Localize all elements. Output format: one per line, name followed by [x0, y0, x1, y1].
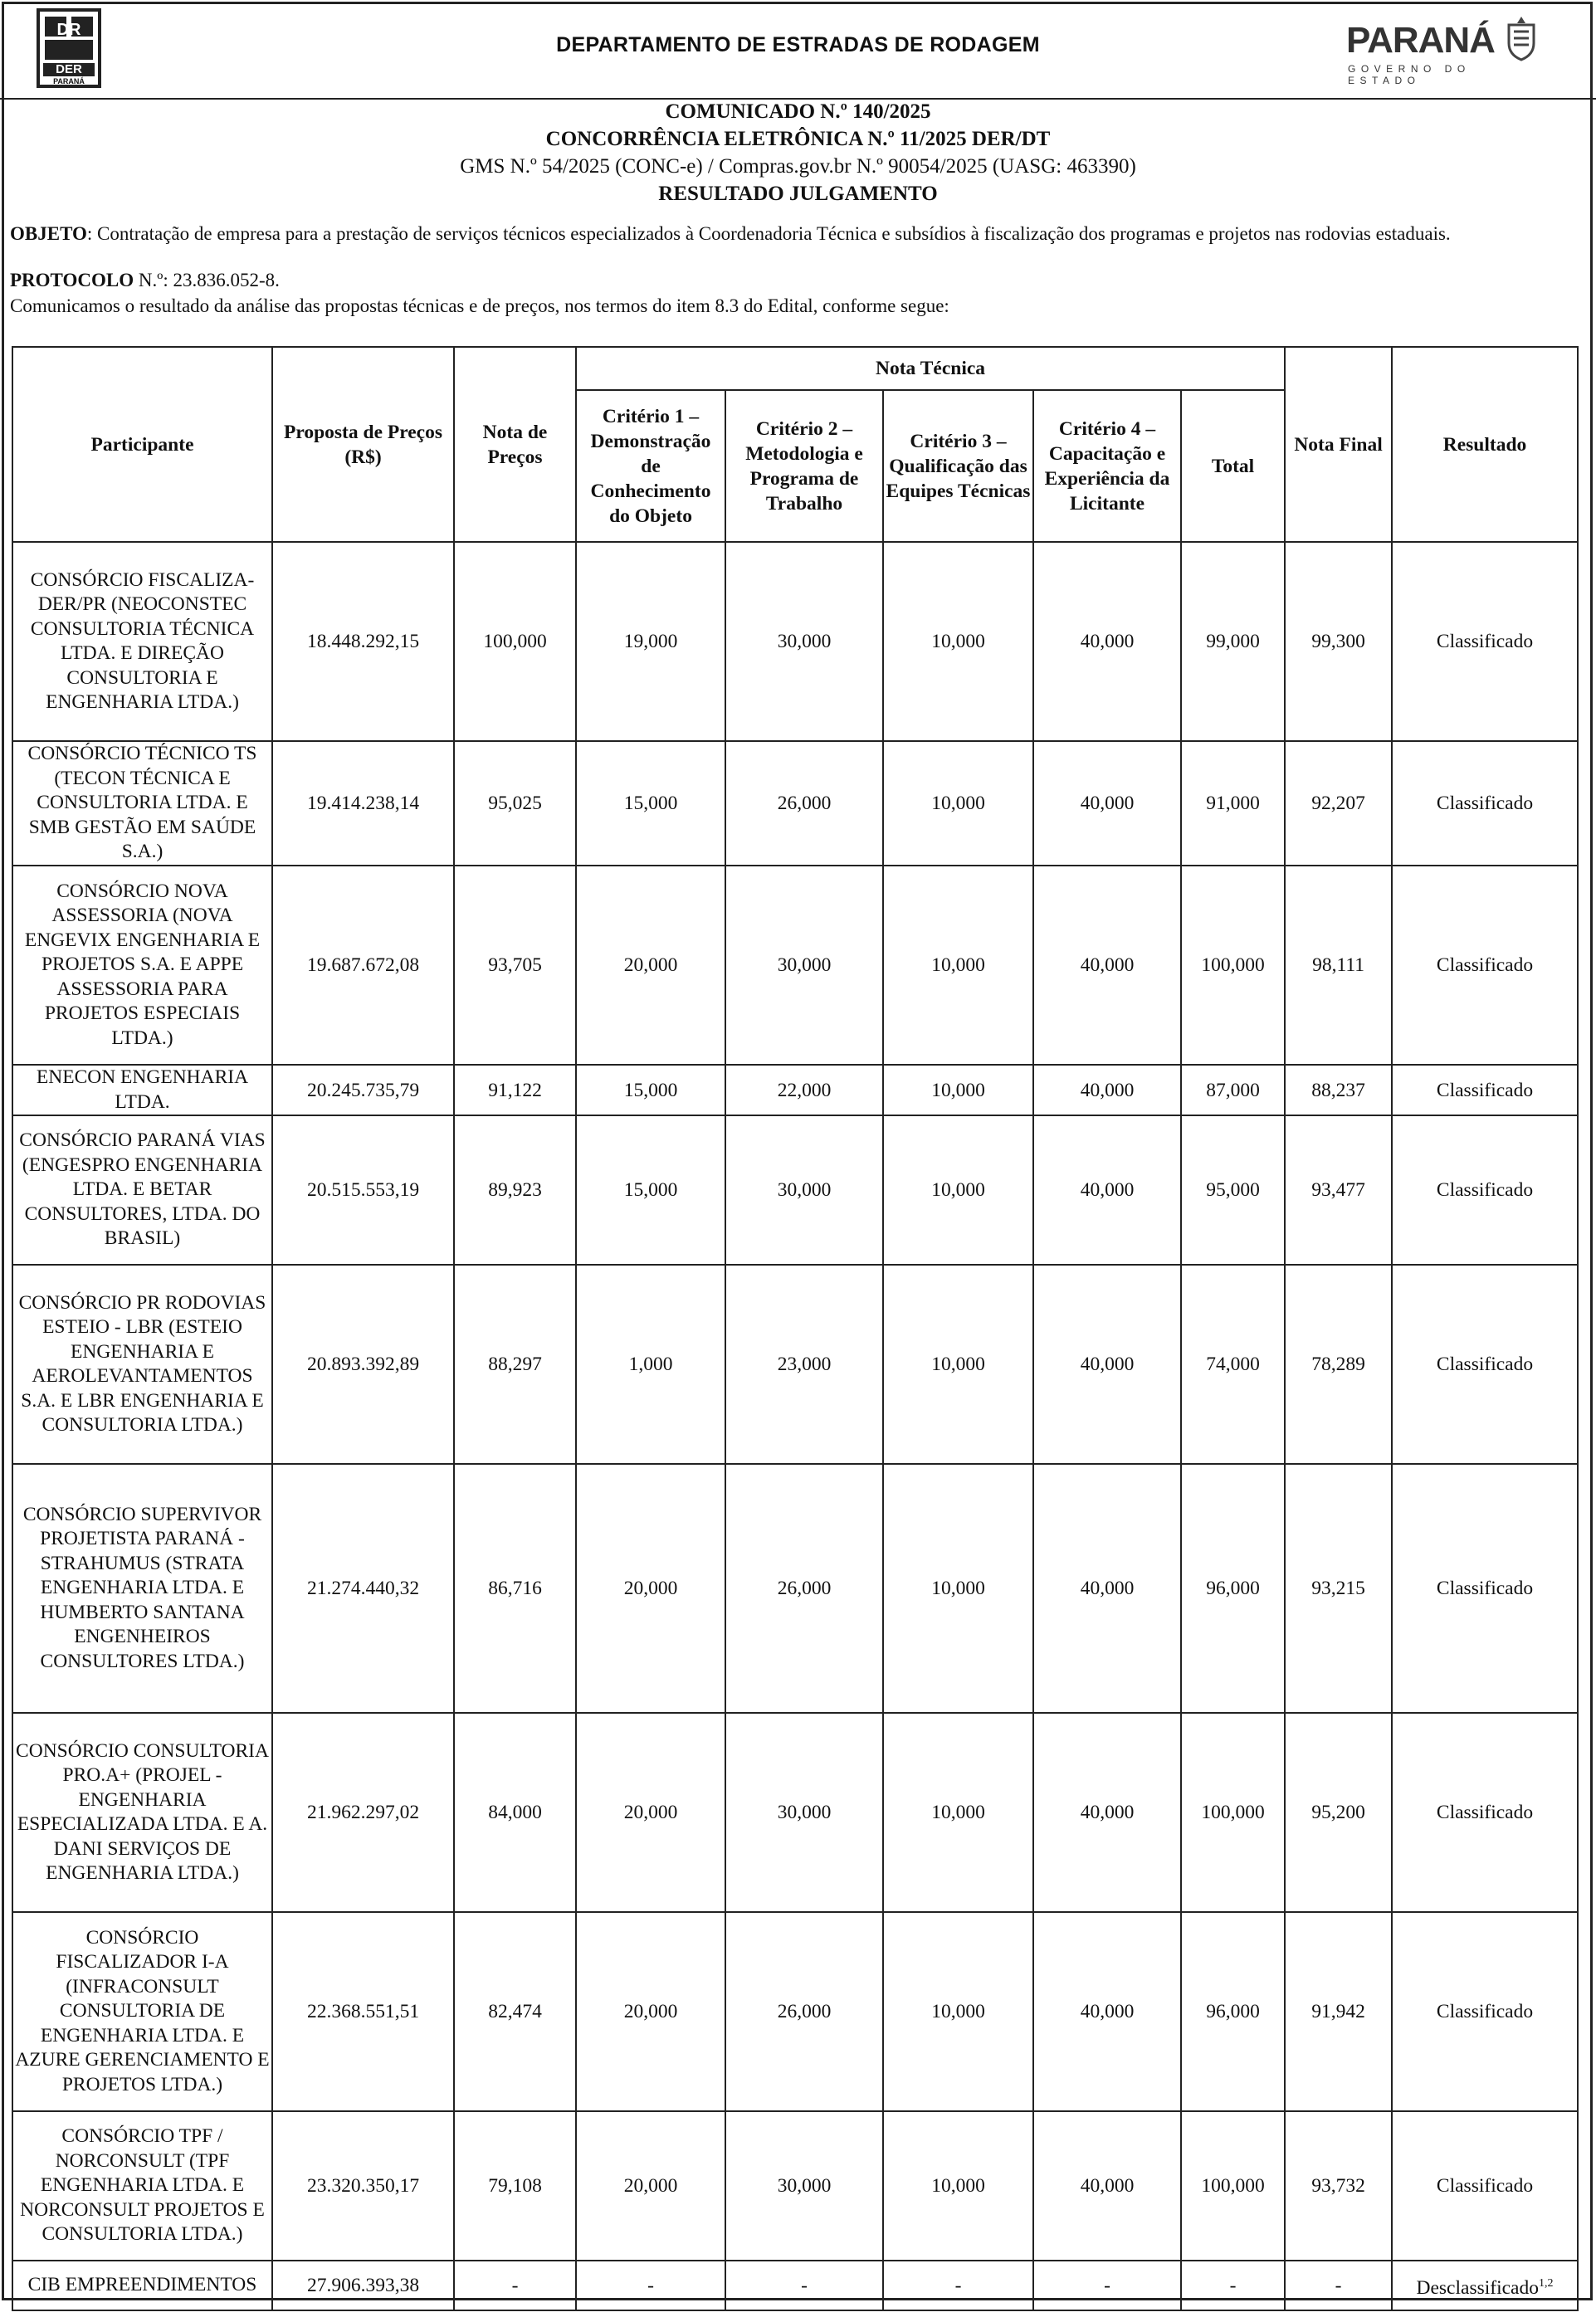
cell-c1: -: [576, 2261, 725, 2310]
cell-c4: 40,000: [1033, 1912, 1181, 2111]
table-row: [12, 1912, 1578, 2111]
cell-nota-final: 88,237: [1285, 1065, 1392, 1115]
cell-c4: 40,000: [1033, 1464, 1181, 1713]
cell-c4: 40,000: [1033, 741, 1181, 866]
cell-proposta: 27.906.393,38: [272, 2261, 454, 2310]
cell-nota-precos: 79,108: [454, 2111, 576, 2261]
cell-c2: 30,000: [725, 542, 883, 741]
cell-nota-final: 99,300: [1285, 542, 1392, 741]
cell-nota-precos: 100,000: [454, 542, 576, 741]
cell-c4: -: [1033, 2261, 1181, 2310]
table-row: [12, 2261, 1578, 2310]
cell-resultado: Classificado: [1392, 866, 1578, 1065]
cell-proposta: 19.687.672,08: [272, 866, 454, 1065]
cell-nota-precos: 91,122: [454, 1065, 576, 1115]
cell-c4: 40,000: [1033, 542, 1181, 741]
cell-c2: 22,000: [725, 1065, 883, 1115]
table-row: [12, 741, 1578, 866]
parana-logo-name: PARANÁ: [1346, 20, 1495, 61]
objeto-label: OBJETO: [10, 223, 87, 244]
concorrencia-title: CONCORRÊNCIA ELETRÔNICA N.º 11/2025 DER/DT: [545, 128, 1051, 150]
protocolo-text: N.º: 23.836.052-8.: [134, 270, 280, 290]
cell-nota-final: -: [1285, 2261, 1392, 2310]
cell-c1: 15,000: [576, 741, 725, 866]
cell-total: -: [1181, 2261, 1285, 2310]
cell-nota-precos: 95,025: [454, 741, 576, 866]
header-resultado: Resultado: [1392, 347, 1578, 542]
cell-proposta: 23.320.350,17: [272, 2111, 454, 2261]
table-row: [12, 1713, 1578, 1912]
table-row: [12, 1265, 1578, 1464]
cell-resultado: Classificado: [1392, 2111, 1578, 2261]
cell-participante: CONSÓRCIO FISCALIZADOR I-A (INFRACONSULT CONSULTORIA DE ENGENHARIA LTDA. E AZURE GERENCIAMENTO E PROJETOS LTDA.): [12, 1912, 272, 2111]
table-row: [12, 866, 1578, 1065]
cell-proposta: 20.245.735,79: [272, 1065, 454, 1115]
cell-c1: 20,000: [576, 1464, 725, 1713]
cell-resultado: Classificado: [1392, 1912, 1578, 2111]
cell-c2: 23,000: [725, 1265, 883, 1464]
cell-c3: -: [883, 2261, 1033, 2310]
cell-participante: CONSÓRCIO PR RODOVIAS ESTEIO - LBR (ESTEIO ENGENHARIA E AEROLEVANTAMENTOS S.A. E LBR ENGENHARIA E CONSULTORIA LTDA.): [12, 1265, 272, 1464]
cell-c1: 15,000: [576, 1115, 725, 1265]
cell-c2: 30,000: [725, 1713, 883, 1912]
table-row: [12, 542, 1578, 741]
cell-proposta: 21.274.440,32: [272, 1464, 454, 1713]
header-nota-precos: Nota de Preços: [454, 347, 576, 542]
cell-c3: 10,000: [883, 1713, 1033, 1912]
cell-proposta: 19.414.238,14: [272, 741, 454, 866]
notice-titles: [0, 98, 1596, 207]
results-table-body: [12, 542, 1578, 2310]
cell-c2: 26,000: [725, 1464, 883, 1713]
header-participante: Participante: [12, 347, 272, 542]
cell-nota-precos: -: [454, 2261, 576, 2310]
cell-c3: 10,000: [883, 866, 1033, 1065]
cell-total: 100,000: [1181, 1713, 1285, 1912]
cell-participante: CONSÓRCIO SUPERVIVOR PROJETISTA PARANÁ - STRAHUMUS (STRATA ENGENHARIA LTDA. E HUMBERTO SANTANA ENGENHEIROS CONSULTORES LTDA.): [12, 1464, 272, 1713]
cell-c3: 10,000: [883, 741, 1033, 866]
cell-total: 99,000: [1181, 542, 1285, 741]
cell-nota-precos: 89,923: [454, 1115, 576, 1265]
cell-proposta: 18.448.292,15: [272, 542, 454, 741]
resultado-title: RESULTADO JULGAMENTO: [658, 183, 938, 205]
cell-resultado: Classificado: [1392, 1464, 1578, 1713]
cell-proposta: 20.515.553,19: [272, 1115, 454, 1265]
parana-logo: [1346, 15, 1545, 86]
protocolo-line: [10, 269, 280, 292]
cell-total: 96,000: [1181, 1912, 1285, 2111]
cell-nota-precos: 84,000: [454, 1713, 576, 1912]
protocolo-label: PROTOCOLO: [10, 270, 134, 290]
cell-proposta: 22.368.551,51: [272, 1912, 454, 2111]
cell-nota-precos: 88,297: [454, 1265, 576, 1464]
cell-participante: CONSÓRCIO NOVA ASSESSORIA (NOVA ENGEVIX ENGENHARIA E PROJETOS S.A. E APPE ASSESSORIA PARA PROJETOS ESPECIAIS LTDA.): [12, 866, 272, 1065]
table-row: [12, 1115, 1578, 1265]
cell-participante: CONSÓRCIO PARANÁ VIAS (ENGESPRO ENGENHARIA LTDA. E BETAR CONSULTORES, LTDA. DO BRASIL): [12, 1115, 272, 1265]
cell-total: 74,000: [1181, 1265, 1285, 1464]
cell-nota-final: 95,200: [1285, 1713, 1392, 1912]
header-nota-final: Nota Final: [1285, 347, 1392, 542]
header-total: Total: [1181, 390, 1285, 542]
parana-logo-subtext: GOVERNO DO ESTADO: [1348, 63, 1471, 86]
cell-resultado: Classificado: [1392, 1713, 1578, 1912]
cell-c2: 30,000: [725, 1115, 883, 1265]
cell-c1: 20,000: [576, 866, 725, 1065]
department-title: DEPARTAMENTO DE ESTRADAS DE RODAGEM: [556, 33, 1040, 56]
cell-nota-final: 93,215: [1285, 1464, 1392, 1713]
page-header: [0, 0, 1596, 100]
gms-line: GMS N.º 54/2025 (CONC-e) / Compras.gov.br N.º 90054/2025 (UASG: 463390): [460, 155, 1136, 178]
cell-total: 87,000: [1181, 1065, 1285, 1115]
cell-resultado: Classificado: [1392, 1065, 1578, 1115]
cell-c3: 10,000: [883, 1265, 1033, 1464]
cell-proposta: 20.893.392,89: [272, 1265, 454, 1464]
table-row: [12, 2111, 1578, 2261]
cell-resultado: Classificado: [1392, 741, 1578, 866]
svg-text:DR: DR: [56, 21, 81, 39]
der-logo-text: DER: [43, 63, 95, 76]
header-criterio-1: Critério 1 – Demonstração de Conhecimento do Objeto: [576, 390, 725, 542]
table-row: [12, 1065, 1578, 1115]
cell-c1: 19,000: [576, 542, 725, 741]
cell-nota-final: 93,477: [1285, 1115, 1392, 1265]
cell-c4: 40,000: [1033, 2111, 1181, 2261]
cell-c3: 10,000: [883, 1464, 1033, 1713]
cell-proposta: 21.962.297,02: [272, 1713, 454, 1912]
header-nota-tecnica: Nota Técnica: [576, 347, 1285, 390]
header-criterio-3: Critério 3 – Qualificação das Equipes Técnicas: [883, 390, 1033, 542]
cell-c4: 40,000: [1033, 1065, 1181, 1115]
cell-participante: CONSÓRCIO FISCALIZA-DER/PR (NEOCONSTEC CONSULTORIA TÉCNICA LTDA. E DIREÇÃO CONSULTORIA E ENGENHARIA LTDA.): [12, 542, 272, 741]
cell-c3: 10,000: [883, 1912, 1033, 2111]
cell-nota-precos: 82,474: [454, 1912, 576, 2111]
cell-nota-final: 91,942: [1285, 1912, 1392, 2111]
header-criterio-2: Critério 2 – Metodologia e Programa de Trabalho: [725, 390, 883, 542]
cell-c1: 20,000: [576, 1713, 725, 1912]
cell-c4: 40,000: [1033, 1713, 1181, 1912]
cell-nota-final: 93,732: [1285, 2111, 1392, 2261]
cell-nota-precos: 93,705: [454, 866, 576, 1065]
cell-nota-final: 78,289: [1285, 1265, 1392, 1464]
cell-total: 100,000: [1181, 866, 1285, 1065]
cell-resultado: Desclassificado$^{1,2}$: [1392, 2261, 1578, 2310]
footnote-marker: 1,2: [1539, 2276, 1554, 2290]
cell-participante: CONSÓRCIO CONSULTORIA PRO.A+ (PROJEL - ENGENHARIA ESPECIALIZADA LTDA. E A. DANI SERVIÇOS DE ENGENHARIA LTDA.): [12, 1713, 272, 1912]
table-row: [12, 1464, 1578, 1713]
cell-resultado: Classificado: [1392, 1115, 1578, 1265]
cell-c2: -: [725, 2261, 883, 2310]
objeto-paragraph: [10, 222, 1585, 246]
cell-total: 91,000: [1181, 741, 1285, 866]
cell-participante: ENECON ENGENHARIA LTDA.: [12, 1065, 272, 1115]
cell-c4: 40,000: [1033, 1265, 1181, 1464]
state-crest-icon: [1504, 15, 1539, 61]
cell-participante: CIB EMPREENDIMENTOS: [12, 2261, 272, 2310]
cell-resultado: Classificado: [1392, 542, 1578, 741]
cell-total: 96,000: [1181, 1464, 1285, 1713]
cell-nota-final: 92,207: [1285, 741, 1392, 866]
cell-c2: 26,000: [725, 1912, 883, 2111]
cell-c4: 40,000: [1033, 866, 1181, 1065]
cell-c2: 30,000: [725, 2111, 883, 2261]
der-logo-subtext: PARANÁ: [53, 77, 85, 85]
cell-c2: 26,000: [725, 741, 883, 866]
cell-c1: 1,000: [576, 1265, 725, 1464]
cell-total: 95,000: [1181, 1115, 1285, 1265]
objeto-text: : Contratação de empresa para a prestação de serviços técnicos especializados à Coordenadoria Técnica e subsídios à fiscalização dos programas e projetos nas rodovias estaduais.: [86, 223, 1451, 244]
cell-participante: CONSÓRCIO TÉCNICO TS (TECON TÉCNICA E CONSULTORIA LTDA. E SMB GESTÃO EM SAÚDE S.A.): [12, 741, 272, 866]
cell-participante: CONSÓRCIO TPF / NORCONSULT (TPF ENGENHARIA LTDA. E NORCONSULT PROJETOS E CONSULTORIA LTDA.): [12, 2111, 272, 2261]
cell-c3: 10,000: [883, 1065, 1033, 1115]
cell-c3: 10,000: [883, 1115, 1033, 1265]
cell-c1: 15,000: [576, 1065, 725, 1115]
results-table: [12, 346, 1579, 2311]
cell-c3: 10,000: [883, 542, 1033, 741]
comunicamos-line: Comunicamos o resultado da análise das propostas técnicas e de preços, nos termos do item 8.3 do Edital, conforme segue:: [10, 295, 949, 316]
cell-c1: 20,000: [576, 2111, 725, 2261]
cell-c4: 40,000: [1033, 1115, 1181, 1265]
cell-c2: 30,000: [725, 866, 883, 1065]
header-proposta: Proposta de Preços (R$): [272, 347, 454, 542]
cell-c3: 10,000: [883, 2111, 1033, 2261]
cell-nota-final: 98,111: [1285, 866, 1392, 1065]
cell-nota-precos: 86,716: [454, 1464, 576, 1713]
cell-resultado: Classificado: [1392, 1265, 1578, 1464]
cell-total: 100,000: [1181, 2111, 1285, 2261]
comunicado-title: COMUNICADO N.º 140/2025: [665, 100, 931, 123]
header-criterio-4: Critério 4 – Capacitação e Experiência da Licitante: [1033, 390, 1181, 542]
cell-c1: 20,000: [576, 1912, 725, 2111]
